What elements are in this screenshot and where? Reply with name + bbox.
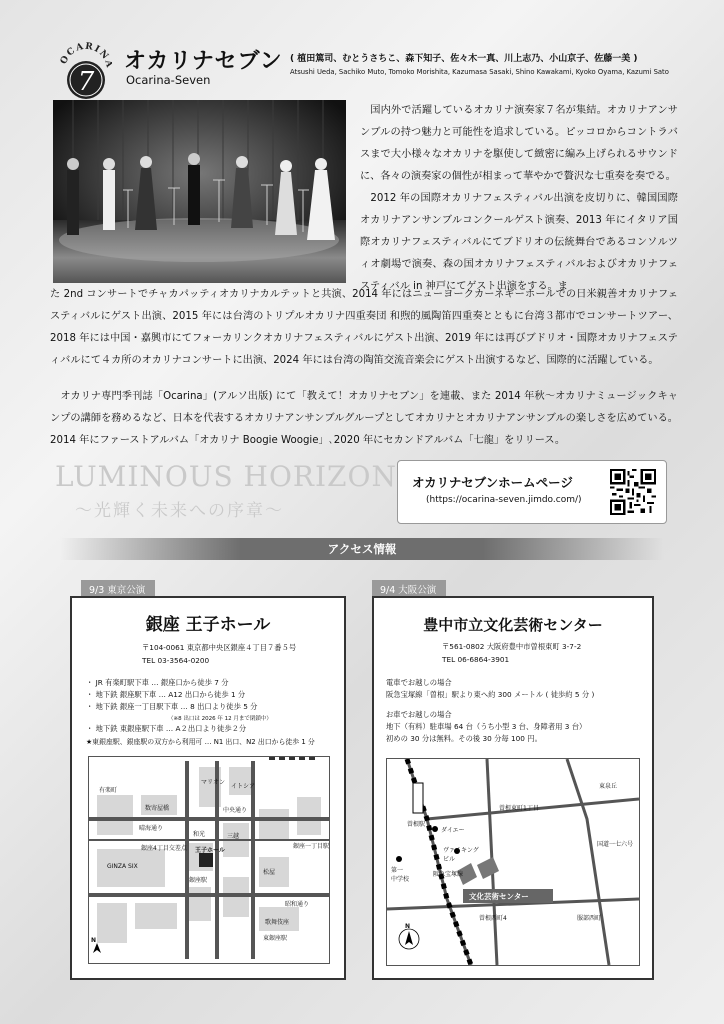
tokyo-tab: 9/3 東京公演 <box>81 580 155 598</box>
map-ginza-station: 銀座駅 <box>189 877 208 884</box>
tokyo-dir-1: ・ JR 有楽町駅下車 … 銀座口から徒歩 7 分 <box>86 678 229 687</box>
map-showa-dori: 昭和通り <box>285 901 310 908</box>
group-photo <box>53 100 346 283</box>
osaka-train-head: 電車でお越しの場合 <box>386 678 452 687</box>
map-yurakucho: 有楽町 <box>99 787 118 794</box>
map-itocia: イトシア <box>231 783 256 790</box>
members-ja: ( 植田篤司、むとうさちこ、森下知子、佐々木一真、川上志乃、小山京子、佐藤一美 ) <box>290 54 638 64</box>
osaka-car-1: 地下（有料）駐車場 64 台（うち小型 3 台、身障者用 3 台） <box>386 722 587 731</box>
map-marion: マリオン <box>201 779 225 786</box>
map-ginza-itchome: 銀座一丁目駅 <box>293 843 330 850</box>
map-fukuyama: 服部西町 <box>577 915 602 922</box>
map-route-176: 国道一七六号 <box>597 841 634 848</box>
map-ginza-4: 銀座4丁目交差点 <box>141 845 187 852</box>
qr-code-icon[interactable] <box>610 469 656 515</box>
map-vikingu: ヴァイキング ビル <box>443 847 479 863</box>
homepage-url[interactable]: (https://ocarina-seven.jimdo.com/) <box>426 495 582 505</box>
map-harumi-dori: 晴海通り <box>139 825 164 832</box>
map-yurakucho-jr: JR 有楽町駅 <box>273 761 305 768</box>
tokyo-dir-2: ・ 地下鉄 銀座駅下車 … A12 出口から徒歩 1 分 <box>86 690 246 699</box>
tour-title-en: LUMINOUS HORIZON <box>55 460 397 493</box>
access-heading: アクセス情報 <box>327 542 397 556</box>
osaka-map-north: N <box>405 923 411 930</box>
bio-p3: オカリナ専門季刊誌「Ocarina」(アルソ出版) にて「教えて！オカリナセブン」を連載、また 2014 年秋〜オカリナミュージックキャンプの講師を務めるなど、日本を代表するオカリナアンサンブルグループとしてオカリナとオカリナアンサンブルの楽しさを広めている。2014 年にファーストアルバム「オカリナ Boogie Woogie」､2020 年にセカンドアルバム「七龍」をリリース。 <box>50 391 678 446</box>
map-chuo-dori: 中央通り <box>223 807 248 814</box>
map-sone-nishi: 曽根西町4 <box>479 915 507 922</box>
map-school: 第一 中学校 <box>391 867 410 883</box>
tokyo-tel: TEL 03-3564-0200 <box>142 656 210 665</box>
tokyo-dir-3: ・ 地下鉄 銀座一丁目駅下車 … 8 出口より徒歩 5 分 <box>86 702 258 711</box>
map-hankyu-line: 阪急宝塚線 <box>433 871 464 878</box>
svg-text:OCARINA: OCARIN <box>60 41 111 66</box>
osaka-address: 〒561-0802 大阪府豊中市曽根東町 3-7-2 <box>442 642 582 651</box>
osaka-car-head: お車でお越しの場合 <box>386 710 452 719</box>
map-center: 文化芸術センター <box>469 892 529 901</box>
map-ginza-six: GINZA SIX <box>107 863 138 870</box>
tokyo-address: 〒104-0061 東京都中央区銀座４丁目７番５号 <box>142 643 297 652</box>
bio-p2a: 2012 年の国際オカリナフェスティバル出演を皮切りに、韓国国際オカリナアンサンブルコンクールゲスト演奏、2013 年にイタリア国際オカリナフェスティバルにてブドリオの伝統舞台であるコンソルツィオ劇場で演奏、森の国オカリナフェスティバルおよびオカリナフェスティバル in 神戸にてゲスト出演をする。ま <box>360 193 678 292</box>
homepage-box[interactable] <box>397 460 667 524</box>
map-sone-station: 曽根駅 <box>407 821 426 828</box>
map-matsuya: 松屋 <box>263 869 276 876</box>
map-oji-hall: 王子ホール <box>195 847 225 854</box>
map-higashi: 東泉丘 <box>599 783 618 790</box>
tokyo-venue-name: 銀座 王子ホール <box>145 615 271 635</box>
osaka-venue-name: 豊中市立文化芸術センター <box>423 616 603 634</box>
page-title: オカリナセブン <box>124 49 283 74</box>
page-subtitle: Ocarina-Seven <box>126 73 211 87</box>
tokyo-dir-4: ・ 地下鉄 東銀座駅下車 … A２出口より徒歩２分 <box>86 724 247 733</box>
osaka-car-2: 初めの 30 分は無料。その後 30 分毎 100 円。 <box>386 734 542 743</box>
tokyo-venue-card <box>70 596 346 980</box>
map-higashi-ginza: 東銀座駅 <box>263 935 288 942</box>
svg-text:7: 7 <box>77 67 95 97</box>
map-daiei: ダイエー <box>441 827 465 834</box>
members-en: Atsushi Ueda, Sachiko Muto, Tomoko Morishita, Kazumasa Sasaki, Shino Kawakami, Kyoko Oyama, Kazumi Sato <box>290 68 669 76</box>
bio-p2b: た 2nd コンサートでチャカパッティオカリナカルテットと共演、2014 年にはニューヨークカーネギーホールでの日米親善オカリナフェスティバルにゲスト出演、2015 年には台湾のトリプルオカリナ四重奏団 和煦的風陶笛四重奏とともに台湾３都市でコンサートツアー、2018 年には中国・嘉興市にてフォーカリンクオカリナフェスティバルにゲスト出演、2019 年には再びブドリオ・国際オカリナフェスティバルにて４カ所のオカリナコンサートに出演、2024 年には台湾の陶笛交流音楽会にゲスト出演するなど、国際的に活躍している。 <box>50 289 678 366</box>
tokyo-map-north: N <box>91 937 97 944</box>
map-ginkgo: 曽根東町1丁目 <box>499 805 539 812</box>
map-kabukiza: 歌舞伎座 <box>265 919 290 926</box>
bio-paragraph-1 <box>360 100 678 298</box>
tokyo-map <box>88 756 330 964</box>
bio-p1: 国内外で活躍しているオカリナ演奏家７名が集結。オカリナアンサンブルの持つ魅力と可能性を追求している。ピッコロからコントラバスまで大小様々なオカリナを駆使して緻密に編み上げられるサウンドに、各々の演奏家の個性が相まって華やかで贅沢な七重奏を奏でる。 <box>360 105 678 182</box>
ocarina-seven-logo <box>60 40 112 104</box>
osaka-tab: 9/4 大阪公演 <box>372 580 446 598</box>
map-wako: 和光 <box>193 831 206 838</box>
tour-title-ja: 〜光輝く未来への序章〜 <box>75 501 284 521</box>
osaka-map <box>386 758 640 966</box>
osaka-venue-card <box>372 596 654 980</box>
tokyo-dir-note: （※8 出口は 2026 年 12 月まで閉鎖中） <box>168 716 272 722</box>
tokyo-dir-5: ★東銀座駅、銀座駅の双方から利用可 … N1 出口、N2 出口から徒歩 1 分 <box>86 738 315 746</box>
map-sukiyabashi: 数寄屋橋 <box>145 805 170 812</box>
map-mitsukoshi: 三越 <box>227 833 240 840</box>
osaka-train: 阪急宝塚線「曽根」駅より東へ約 300 メートル ( 徒歩約 5 分 ) <box>386 690 595 699</box>
access-header-bar <box>60 538 664 560</box>
osaka-tel: TEL 06-6864-3901 <box>442 655 510 664</box>
homepage-label: オカリナセブンホームページ <box>412 475 573 490</box>
